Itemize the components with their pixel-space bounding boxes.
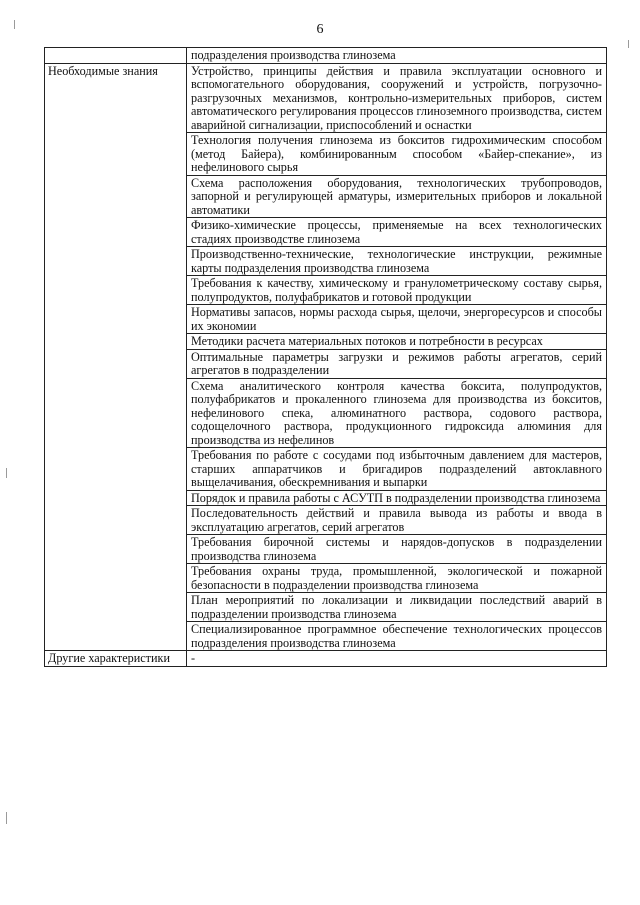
table-row (45, 63, 607, 133)
knowledge-item: Требования по работе с сосудами под избыточным давлением для мастеров, старших аппаратчиков и бригадиров подразделений автоклавного выщелачивания, обескремнивания и выпарки (187, 448, 607, 491)
page-number: 6 (316, 22, 324, 37)
other-characteristics-label: Другие характеристики (45, 651, 187, 667)
knowledge-item: Технология получения глинозема из бокситов гидрохимическим способом (метод Байера), комбинированным способом «Байер-спекание», из нефелинового сырья (187, 133, 607, 176)
knowledge-item: Оптимальные параметры загрузки и режимов работы агрегатов, серий агрегатов в подразделении (187, 349, 607, 378)
table-row (45, 48, 607, 64)
other-characteristics-value: - (187, 651, 607, 667)
table-row (45, 651, 607, 667)
knowledge-item: План мероприятий по локализации и ликвидации последствий аварий в подразделении производства глинозема (187, 593, 607, 622)
empty-label-cell (45, 48, 187, 64)
knowledge-item: Физико-химические процессы, применяемые на всех технологических стадиях производстве глинозема (187, 218, 607, 247)
knowledge-label: Необходимые знания (45, 63, 187, 651)
knowledge-item: Порядок и правила работы с АСУТП в подразделении производства глинозема (187, 490, 607, 506)
knowledge-item: Специализированное программное обеспечение технологических процессов подразделения производства глинозема (187, 622, 607, 651)
knowledge-item: Последовательность действий и правила вывода из работы и ввода в эксплуатацию агрегатов, серий агрегатов (187, 506, 607, 535)
table-cell-continuation: подразделения производства глинозема (187, 48, 607, 64)
scan-mark-right (628, 40, 629, 48)
knowledge-item: Требования к качеству, химическому и гранулометрическому составу сырья, полупродуктов, полуфабрикатов и готовой продукции (187, 276, 607, 305)
knowledge-item: Схема расположения оборудования, технологических трубопроводов, запорной и регулирующей арматуры, измерительных приборов и локальной автоматики (187, 175, 607, 218)
knowledge-item: Нормативы запасов, нормы расхода сырья, щелочи, энергоресурсов и способы их экономии (187, 305, 607, 334)
knowledge-item: Производственно-технические, технологические инструкции, режимные карты подразделения производства глинозема (187, 247, 607, 276)
specification-table (44, 47, 607, 667)
knowledge-item: Устройство, принципы действия и правила эксплуатации основного и вспомогательного оборудования, сооружений и устройств, погрузочно-разгрузочных механизмов, контрольно-измерительных приборов, систем автоматического регулирования процессов глиноземного производства, систем аварийной сигнализации, приспособлений и оснастки (187, 63, 607, 133)
scan-mark-left-1 (6, 468, 7, 478)
knowledge-item: Требования бирочной системы и нарядов-допусков в подразделении производства глинозема (187, 535, 607, 564)
scan-mark-top (14, 20, 15, 29)
knowledge-item: Требования охраны труда, промышленной, экологической и пожарной безопасности в подразделении производства глинозема (187, 564, 607, 593)
scan-mark-left-2 (6, 812, 7, 824)
knowledge-item: Методики расчета материальных потоков и потребности в ресурсах (187, 334, 607, 350)
knowledge-item: Схема аналитического контроля качества боксита, полупродуктов, полуфабрикатов и прокаленного глинозема для производства из бокситов, нефелинового спека, алюминатного раствора, содового раствора, содощелочного раствора, продукционного гидроксида алюминия для производства из нефелинов (187, 378, 607, 448)
